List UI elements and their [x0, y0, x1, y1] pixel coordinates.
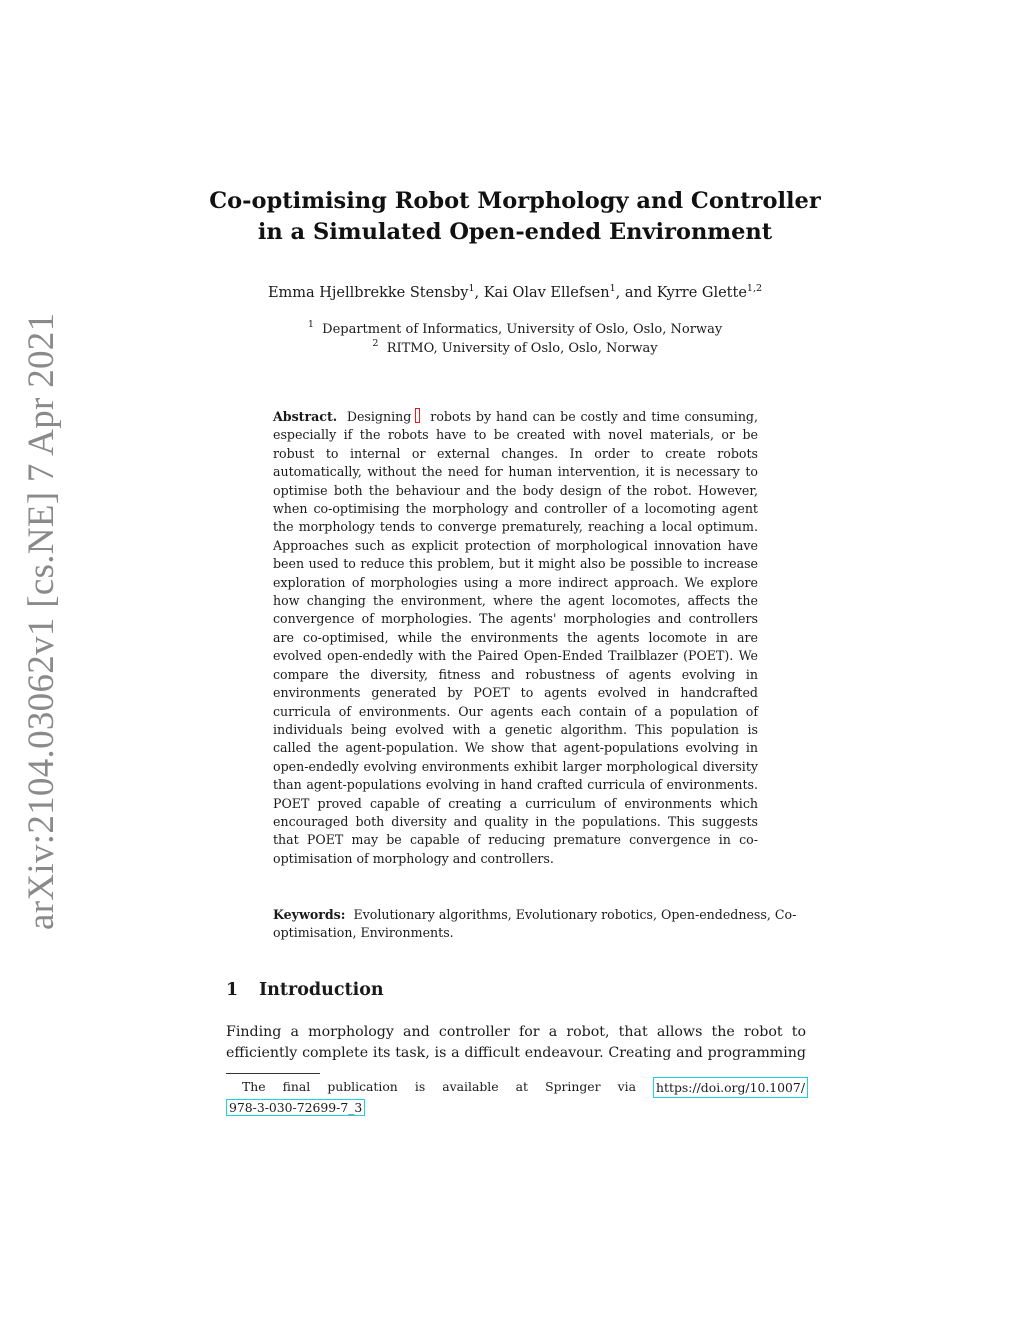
- footnote-word: Springer: [545, 1079, 601, 1094]
- footnote-line-2: [226, 1098, 808, 1117]
- author-separator: ,: [474, 285, 484, 301]
- footnote-word: final: [282, 1079, 311, 1094]
- keywords-text: Evolutionary algorithms, Evolutionary robotics, Open-endedness, Co-optimisation, Environments.: [273, 907, 797, 941]
- footnote-word: The: [242, 1079, 266, 1094]
- affiliation-1: [150, 320, 880, 339]
- abstract-lead: Designing: [346, 409, 412, 424]
- affiliation-text: Department of Informatics, University of Oslo, Oslo, Norway: [322, 322, 723, 337]
- title-line-2: in a Simulated Open-ended Environment: [257, 219, 773, 245]
- footnote-line-1: [226, 1077, 808, 1098]
- keywords: [273, 906, 803, 943]
- section-number: 1: [226, 980, 239, 1000]
- author-name: Kyrre Glette: [656, 285, 747, 301]
- author-affil-mark: 1: [609, 283, 616, 294]
- intro-paragraph: Finding a morphology and controller for a robot, that allows the robot to efficiently complete its task, is a difficult endeavour. Creating and programming: [226, 1024, 806, 1061]
- footnote-word: is: [414, 1079, 426, 1094]
- abstract-body: robots by hand can be costly and time consuming, especially if the robots have to be created with novel materials, or be robust to internal or external changes. In order to create robots automatically, without the need for human intervention, it is necessary to optimise both the behaviour and the body design of the robot. However, when co-optimising the morphology and controller of a locomoting agent the morphology tends to converge prematurely, reaching a local optimum. Approaches such as explicit protection of morphological innovation have been used to reduce this problem, but it might also be possible to increase exploration of morphologies using a more indirect approach. We explore how changing the environment, where the agent locomotes, affects the convergence of morphologies. The agents' morphologies and controllers are co-optimised, while the environments the agents locomote in are evolved open-endedly with the Paired Open-Ended Trailblazer (POET). We compare the diversity, fitness and robustness of agents evolving in environments generated by POET to agents evolved in handcrafted curricula of environments. Our agents each contain of a population of individuals being evolved with a genetic algorithm. This population is called the agent-population. We show that agent-populations evolving in open-endedly evolving environments exhibit larger morphological diversity than agent-populations evolving in hand crafted curricula of environments. POET proved capable of creating a curriculum of environments which encouraged both diversity and quality in the populations. This suggests that POET may be capable of reducing premature convergence in co-optimisation of morphology and controllers.: [273, 409, 758, 866]
- arxiv-identifier-stamp: arXiv:2104.03062v1 [cs.NE] 7 Apr 2021: [21, 312, 62, 930]
- doi-link-continued[interactable]: 978-3-030-72699-7_3: [226, 1099, 365, 1116]
- abstract-label: Abstract.: [273, 409, 338, 424]
- affiliation-mark: 1: [307, 319, 314, 330]
- footnote-rule: [226, 1073, 320, 1074]
- author-affil-mark: 1,2: [746, 283, 763, 294]
- title-line-1: Co-optimising Robot Morphology and Controller: [209, 188, 821, 214]
- affiliation-2: [150, 339, 880, 358]
- author-separator: , and: [615, 285, 657, 301]
- affiliation-text: RITMO, University of Oslo, Oslo, Norway: [386, 341, 658, 356]
- footnote-word: at: [515, 1079, 529, 1094]
- comment-marker[interactable]: [415, 408, 420, 423]
- abstract: [273, 408, 758, 868]
- doi-link[interactable]: https://doi.org/10.1007/: [653, 1077, 808, 1098]
- section-title: Introduction: [259, 980, 384, 1000]
- author-name: Kai Olav Ellefsen: [483, 285, 610, 301]
- affiliations: [150, 320, 880, 358]
- footnote-word: via: [617, 1079, 636, 1094]
- author-affil-mark: 1: [468, 283, 475, 294]
- footnote-word: available: [442, 1079, 499, 1094]
- affiliation-mark: 2: [372, 338, 379, 349]
- section-heading: [226, 978, 384, 1002]
- author-name: Emma Hjellbrekke Stensby: [267, 285, 469, 301]
- author-list: [150, 283, 880, 303]
- footnote-word: publication: [327, 1079, 398, 1094]
- keywords-label: Keywords:: [273, 907, 346, 922]
- paper-title: [150, 186, 880, 248]
- footnote: [226, 1077, 808, 1117]
